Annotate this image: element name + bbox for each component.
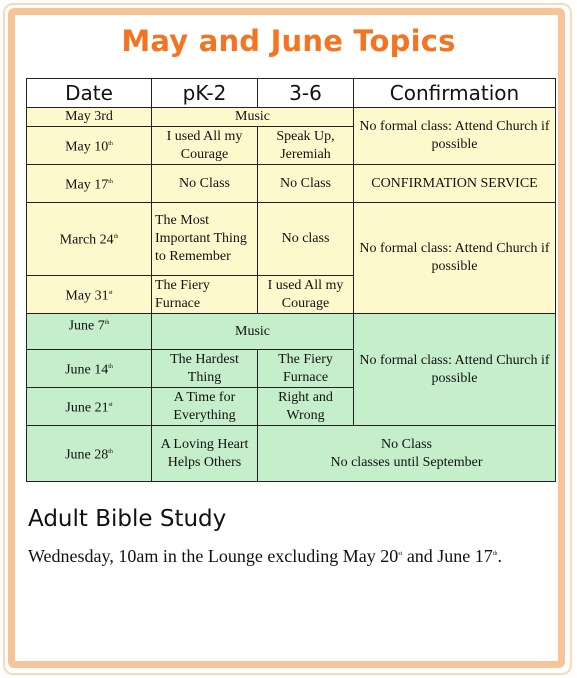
topic-cell: No class — [258, 203, 354, 276]
date-cell: May 31st — [27, 276, 152, 314]
topic-cell: No Class — [258, 165, 354, 203]
note-line-2: No classes until September — [330, 454, 483, 470]
topic-cell: A Time for Everything — [152, 388, 258, 426]
date-cell: June 21st — [27, 388, 152, 426]
schedule-table — [26, 78, 556, 482]
table-row — [27, 108, 556, 127]
adult-bible-study-heading: Adult Bible Study — [28, 506, 227, 532]
date-cell: June 28th — [27, 426, 152, 482]
header-confirmation: Confirmation — [354, 79, 556, 108]
date-cell: June 7th — [27, 314, 152, 350]
topic-cell: I used All my Courage — [152, 127, 258, 165]
topic-cell: Speak Up, Jeremiah — [258, 127, 354, 165]
date-cell: June 14th — [27, 350, 152, 388]
topic-cell: I used All my Courage — [258, 276, 354, 314]
header-pk2: pK-2 — [152, 79, 258, 108]
table-row — [27, 426, 556, 482]
date-cell: May 3rd — [27, 108, 152, 127]
confirmation-cell: No formal class: Attend Church if possible — [354, 203, 556, 314]
topic-cell: No Class — [152, 165, 258, 203]
date-cell: May 10th — [27, 127, 152, 165]
confirmation-cell: No formal class: Attend Church if possible — [354, 108, 556, 165]
date-cell: May 17th — [27, 165, 152, 203]
date-cell: March 24th — [27, 203, 152, 276]
topic-cell: Music — [152, 314, 354, 350]
table-row — [27, 165, 556, 203]
topic-cell: The Fiery Furnace — [258, 350, 354, 388]
topic-cell: The Hardest Thing — [152, 350, 258, 388]
adult-bible-study-details: Wednesday, 10am in the Lounge excluding May 20st and June 17th. — [28, 546, 502, 566]
header-row — [27, 79, 556, 108]
page-title: May and June Topics — [121, 24, 456, 58]
topic-cell: The Most Important Thing to Remember — [152, 203, 258, 276]
topic-cell: Right and Wrong — [258, 388, 354, 426]
topic-cell: The Fiery Furnace — [152, 276, 258, 314]
merged-note-cell — [258, 426, 556, 482]
table-row — [27, 203, 556, 276]
topic-cell: Music — [152, 108, 354, 127]
topic-cell: A Loving Heart Helps Others — [152, 426, 258, 482]
header-date: Date — [27, 79, 152, 108]
confirmation-cell: No formal class: Attend Church if possible — [354, 314, 556, 426]
header-3-6: 3-6 — [258, 79, 354, 108]
table-row — [27, 314, 556, 350]
confirmation-cell: CONFIRMATION SERVICE — [354, 165, 556, 203]
note-line-1: No Class — [381, 436, 432, 452]
